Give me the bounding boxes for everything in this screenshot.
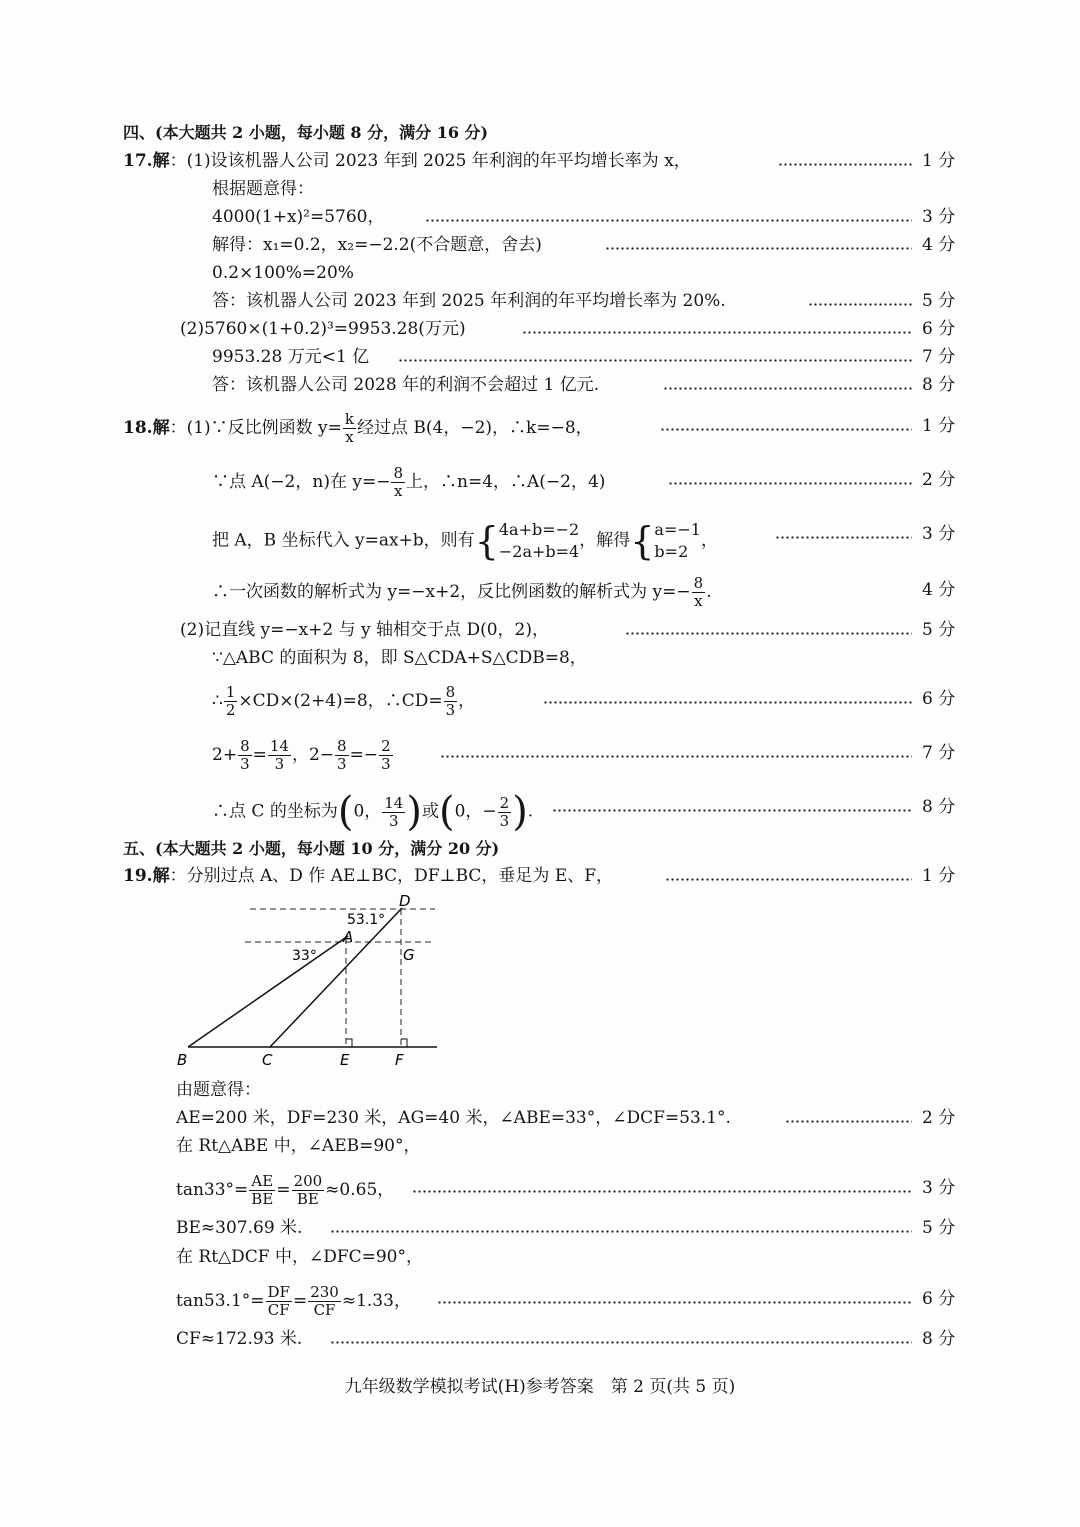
section5-heading — [0, 834, 1080, 864]
score: 4 分 — [922, 235, 956, 255]
q18-text9c: 或 — [421, 801, 439, 822]
numerator: 2 — [381, 737, 391, 755]
q17-text1: ：(1)设该机器人公司 2023 年到 2025 年利润的年平均增长率为 x， — [169, 151, 691, 171]
q19-line4 — [0, 1131, 1080, 1161]
q17-text9: 答：该机器人公司 2028 年的利润不会超过 1 亿元. — [212, 375, 600, 395]
angle-53: 53.1° — [347, 912, 386, 928]
denominator: BE — [296, 1190, 319, 1208]
q18-line1 — [0, 410, 1080, 446]
q19-text8a: tan53.1°= — [176, 1291, 265, 1311]
q19-line8 — [0, 1283, 1080, 1319]
fraction — [249, 1173, 275, 1208]
q19-line1 — [0, 861, 1080, 891]
fraction — [379, 738, 393, 773]
q19-text9: CF≈172.93 米. — [176, 1329, 303, 1349]
q18-text3b: ，解得 — [579, 530, 631, 551]
q18-text2b: 上，∴n=4，∴A(−2，4) — [406, 472, 606, 492]
score: 4 分 — [922, 580, 956, 600]
denominator: x — [345, 428, 354, 446]
label-e: E — [340, 1051, 350, 1069]
right-angle-e — [346, 1039, 352, 1047]
q17-line7 — [0, 314, 1080, 344]
q18-text9b: 0， — [353, 801, 382, 822]
numerator: 2 — [499, 793, 510, 812]
q19-text5c: ≈0.65， — [325, 1180, 395, 1200]
q17-line3 — [0, 202, 1080, 232]
q17-line4 — [0, 230, 1080, 260]
q17-label: 17.解 — [123, 151, 170, 171]
fraction — [268, 738, 291, 773]
q17-text2: 根据题意得： — [212, 179, 314, 199]
q18-text4b: . — [706, 582, 712, 602]
score: 8 分 — [922, 375, 956, 395]
denominator: CF — [313, 1301, 336, 1319]
q18-text1b: 经过点 B(4，−2)，∴k=−8， — [357, 418, 593, 438]
q18-text7c: ， — [458, 691, 476, 711]
page-footer: 九年级数学模拟考试(H)参考答案 第 2 页(共 5 页) — [344, 1377, 736, 1397]
fraction — [444, 684, 458, 719]
q18-text6: ∵△ABC 的面积为 8，即 S△CDA+S△CDB=8， — [212, 648, 587, 668]
right-angle-f — [401, 1039, 407, 1047]
score: 3 分 — [922, 524, 956, 544]
line-ba — [188, 936, 348, 1047]
q18-line2 — [0, 464, 1080, 500]
score: 6 分 — [922, 1289, 956, 1309]
q18-text8a: 2+ — [212, 745, 238, 765]
score: 3 分 — [922, 207, 956, 227]
q18-text9e: . — [527, 801, 534, 822]
score: 2 分 — [922, 1108, 956, 1128]
q18-line5 — [0, 615, 1080, 645]
denominator: 2 — [225, 701, 236, 719]
q18-text4a: ∴一次函数的解析式为 y=−x+2，反比例函数的解析式为 y=− — [212, 582, 691, 602]
fraction — [692, 575, 706, 610]
q17-text4: 解得：x₁=0.2，x₂=−2.2(不合题意，舍去) — [212, 235, 542, 255]
score: 1 分 — [922, 866, 956, 886]
section4-title: 四、(本大题共 2 小题，每小题 8 分，满分 16 分) — [123, 123, 489, 142]
q18-text8d: =− — [349, 745, 379, 765]
score: 3 分 — [922, 1178, 956, 1198]
q18-line3: 把 A，B 坐标代入 y=ax+b，则有{ 4a+b=−2 −2a+b=4 ，解得{ a=−1 b=2 ， 3 分 — [212, 519, 956, 563]
q19-line3 — [0, 1103, 1080, 1133]
label-d: D — [399, 892, 411, 910]
score: 2 分 — [922, 470, 956, 490]
fraction — [224, 684, 238, 719]
q19-text5b: = — [276, 1180, 291, 1200]
q17-line9 — [0, 370, 1080, 400]
label-a: A — [343, 928, 354, 946]
geometry-figure — [170, 890, 450, 1075]
q17-line8 — [0, 342, 1080, 372]
score: 7 分 — [922, 743, 956, 763]
numerator: 8 — [693, 574, 704, 592]
label-g: G — [403, 946, 415, 964]
denominator: x — [393, 482, 403, 500]
q18-label: 18.解 — [123, 418, 170, 438]
equation: a=−1 — [654, 520, 701, 539]
numerator: DF — [267, 1283, 290, 1301]
numerator: 200 — [293, 1172, 323, 1190]
numerator: 8 — [337, 737, 347, 755]
numerator: AE — [249, 1173, 275, 1191]
q19-line5 — [0, 1172, 1080, 1208]
numerator: 1 — [225, 683, 236, 701]
q18-line8 — [0, 737, 1080, 773]
q18-text7a: ∴ — [212, 691, 223, 711]
q17-text6: 答：该机器人公司 2023 年到 2025 年利润的年平均增长率为 20%. — [212, 291, 726, 311]
q18-line6 — [0, 643, 1080, 673]
score: 8 分 — [922, 797, 956, 817]
q19-label: 19.解 — [123, 866, 170, 886]
numerator: 8 — [445, 683, 456, 701]
fraction — [498, 795, 512, 830]
section5-title: 五、(本大题共 2 小题，每小题 10 分，满分 20 分) — [123, 839, 500, 858]
score: 5 分 — [922, 620, 956, 640]
q17-text5: 0.2×100%=20% — [212, 263, 354, 283]
fraction — [308, 1284, 341, 1319]
score: 8 分 — [922, 1329, 956, 1349]
q19-text1: ：分别过点 A、D 作 AE⊥BC，DF⊥BC，垂足为 E、F， — [169, 866, 614, 886]
numerator: 8 — [393, 464, 403, 482]
q19-line2 — [0, 1075, 1080, 1105]
q19-text5a: tan33°= — [176, 1180, 249, 1200]
fraction — [238, 738, 252, 773]
denominator: BE — [251, 1190, 274, 1208]
denominator: x — [694, 592, 703, 610]
q19-line6 — [0, 1213, 1080, 1243]
q18-text9d: 0，− — [454, 801, 497, 822]
fraction — [292, 1173, 325, 1208]
q17-text8: 9953.28 万元<1 亿 — [212, 347, 370, 367]
label-b: B — [177, 1051, 188, 1069]
label-c: C — [262, 1051, 273, 1069]
score: 1 分 — [922, 416, 956, 436]
q17-text7: (2)5760×(1+0.2)³=9953.28(万元) — [180, 319, 466, 339]
q17-line2 — [0, 174, 1080, 204]
equation: b=2 — [654, 542, 689, 561]
q18-line7 — [0, 683, 1080, 719]
fraction — [266, 1284, 292, 1319]
score: 6 分 — [922, 689, 956, 709]
denominator: 3 — [240, 755, 250, 773]
label-f: F — [395, 1051, 404, 1069]
fraction — [335, 738, 349, 773]
q17-line1 — [0, 146, 1080, 176]
q18-text3a: 把 A，B 坐标代入 y=ax+b，则有 — [212, 530, 475, 551]
q19-text8c: ≈1.33， — [341, 1291, 411, 1311]
solution-system — [654, 519, 701, 563]
score: 5 分 — [922, 291, 956, 311]
score: 7 分 — [922, 347, 956, 367]
numerator: k — [344, 410, 355, 428]
q18-text8b: = — [252, 745, 267, 765]
q18-text2a: ∵点 A(−2，n)在 y=− — [212, 472, 391, 492]
q17-line6 — [0, 286, 1080, 316]
q18-text5: (2)记直线 y=−x+2 与 y 轴相交于点 D(0，2)， — [180, 620, 549, 640]
equation-system — [499, 519, 579, 563]
q18-line4 — [0, 574, 1080, 610]
numerator: 14 — [269, 737, 289, 755]
section4-heading — [0, 118, 1080, 148]
q18-text8c: ，2− — [291, 745, 335, 765]
score: 6 分 — [922, 319, 956, 339]
q19-text2: 由题意得： — [176, 1080, 261, 1100]
denominator: 3 — [499, 811, 510, 830]
numerator: 8 — [240, 737, 250, 755]
q18-text3c: ， — [700, 530, 718, 551]
q18-text1a: ：(1)∵反比例函数 y= — [169, 418, 342, 438]
q19-text8b: = — [292, 1291, 308, 1311]
q19-text6: BE≈307.69 米. — [176, 1218, 303, 1238]
q17-text3: 4000(1+x)²=5760， — [212, 207, 385, 227]
score: 1 分 — [922, 151, 956, 171]
denominator: 3 — [337, 755, 347, 773]
numerator: 14 — [384, 793, 404, 812]
denominator: CF — [267, 1301, 290, 1319]
equation: 4a+b=−2 — [498, 520, 580, 539]
q18-line9: ∴点 C 的坐标为(0， $\frac{14}{3}$ )或(0，− $\frac{2}{3}$ ). 8 分 — [212, 789, 956, 835]
q18-text9a: ∴点 C 的坐标为 — [212, 801, 338, 822]
q18-text7b: ×CD×(2+4)=8，∴CD= — [238, 691, 443, 711]
score: 5 分 — [922, 1218, 956, 1238]
fraction — [382, 795, 405, 830]
q17-line5 — [0, 258, 1080, 288]
denominator: 3 — [381, 755, 391, 773]
q19-text3: AE=200 米，DF=230 米，AG=40 米，∠ABE=33°，∠DCF=53.1°. — [176, 1108, 731, 1128]
q19-text4: 在 Rt△ABE 中，∠AEB=90°， — [176, 1136, 421, 1156]
equation: −2a+b=4 — [498, 542, 580, 561]
denominator: 3 — [274, 755, 285, 773]
denominator: 3 — [445, 701, 456, 719]
line-cd — [270, 908, 402, 1047]
q19-text7: 在 Rt△DCF 中，∠DFC=90°， — [176, 1247, 423, 1267]
numerator: 230 — [310, 1283, 339, 1301]
q19-line9 — [0, 1324, 1080, 1354]
angle-33: 33° — [292, 948, 317, 964]
fraction — [343, 411, 356, 446]
q19-line7 — [0, 1242, 1080, 1272]
fraction — [391, 465, 405, 500]
denominator: 3 — [389, 811, 399, 830]
